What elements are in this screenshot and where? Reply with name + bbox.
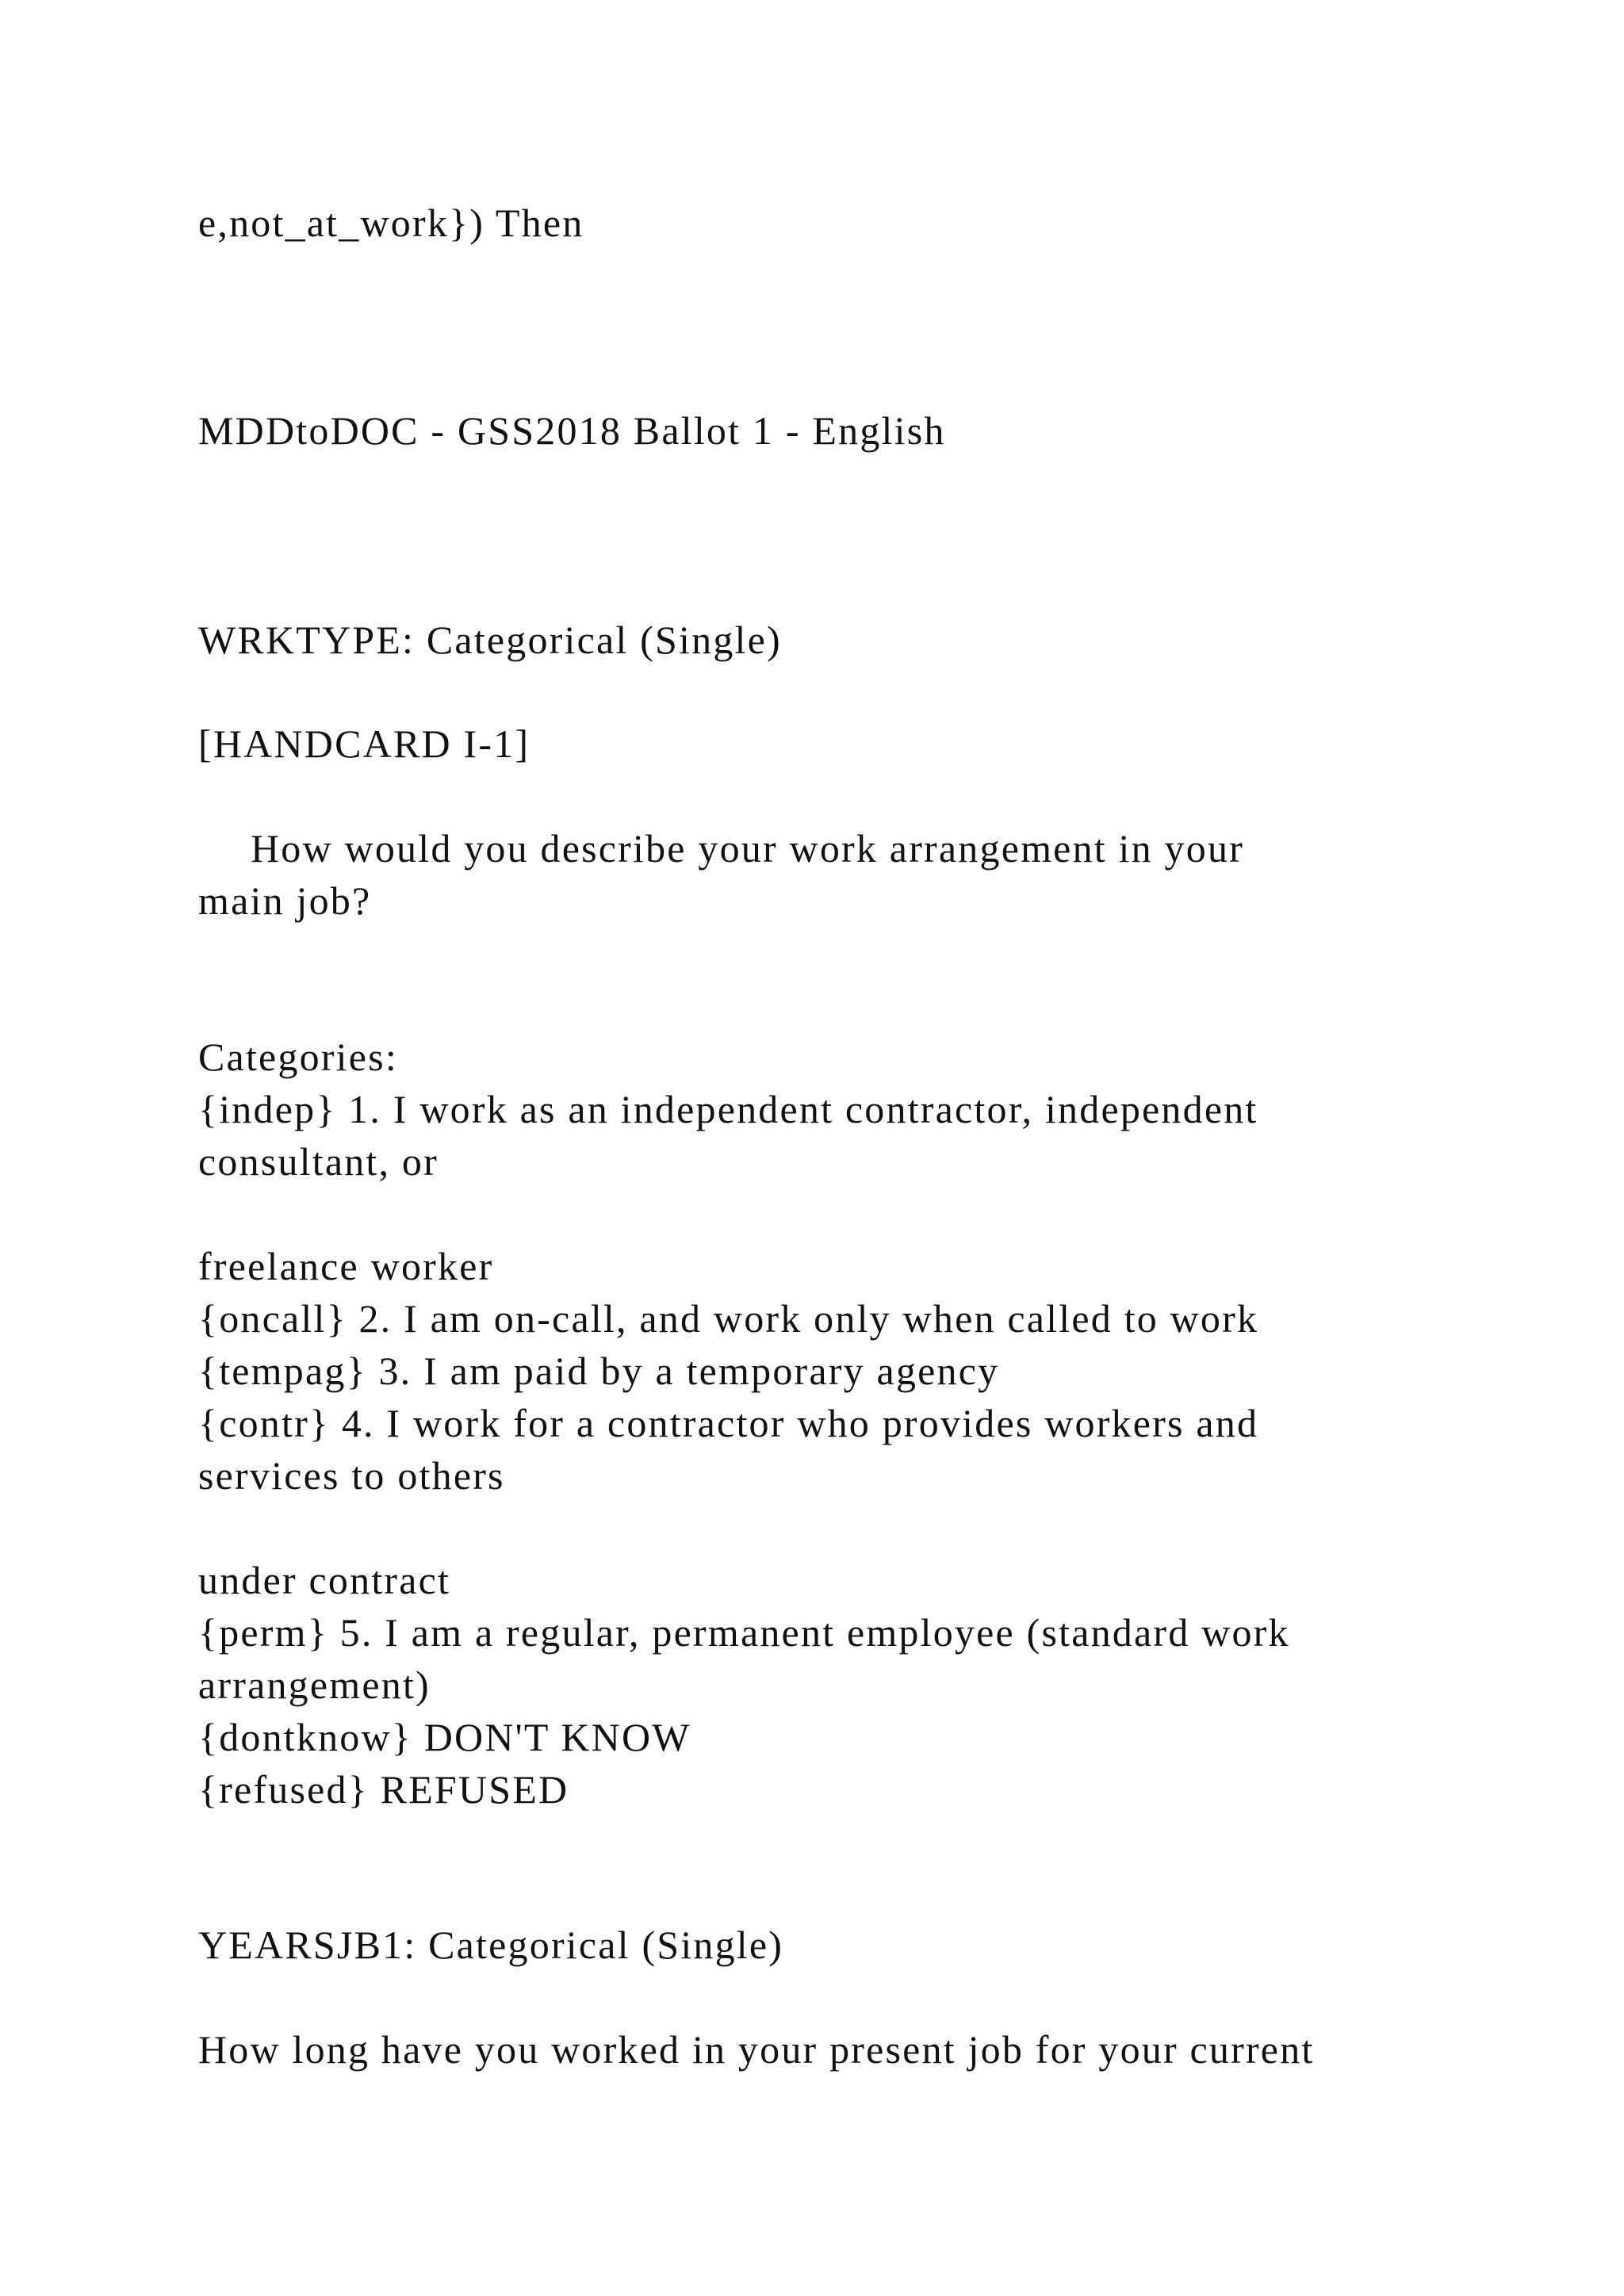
category-item-dontknow: {dontknow} DON'T KNOW — [198, 1715, 691, 1759]
category-item-indep-continued: consultant, or — [198, 1139, 439, 1184]
continuation-line: e,not_at_work}) Then — [198, 201, 584, 245]
category-item-contr-continued: services to others — [198, 1453, 505, 1498]
category-item-oncall: {oncall} 2. I am on-call, and work only when called to work — [198, 1296, 1259, 1341]
category-item-indep-continued: freelance worker — [198, 1244, 494, 1288]
question-text: How would you describe your work arrangement in your — [251, 826, 1244, 871]
category-item-contr: {contr} 4. I work for a contractor who provides workers and — [198, 1401, 1259, 1445]
categories-label: Categories: — [198, 1035, 398, 1079]
category-item-refused: {refused} REFUSED — [198, 1767, 569, 1812]
handcard-label: [HANDCARD I-1] — [198, 721, 530, 766]
category-item-contr-continued: under contract — [198, 1558, 451, 1602]
document-header: MDDtoDOC - GSS2018 Ballot 1 - English — [198, 408, 946, 453]
category-item-perm: {perm} 5. I am a regular, permanent employee (standard work — [198, 1610, 1290, 1655]
question-heading-wrktype: WRKTYPE: Categorical (Single) — [198, 618, 782, 662]
question-text-continued: main job? — [198, 878, 372, 923]
question-text-yearsjb1: How long have you worked in your present job for your current — [198, 2027, 1315, 2072]
category-item-indep: {indep} 1. I work as an independent contractor, independent — [198, 1087, 1258, 1131]
question-heading-yearsjb1: YEARSJB1: Categorical (Single) — [198, 1923, 784, 1967]
category-item-tempag: {tempag} 3. I am paid by a temporary agency — [198, 1349, 1000, 1393]
category-item-perm-continued: arrangement) — [198, 1663, 431, 1707]
